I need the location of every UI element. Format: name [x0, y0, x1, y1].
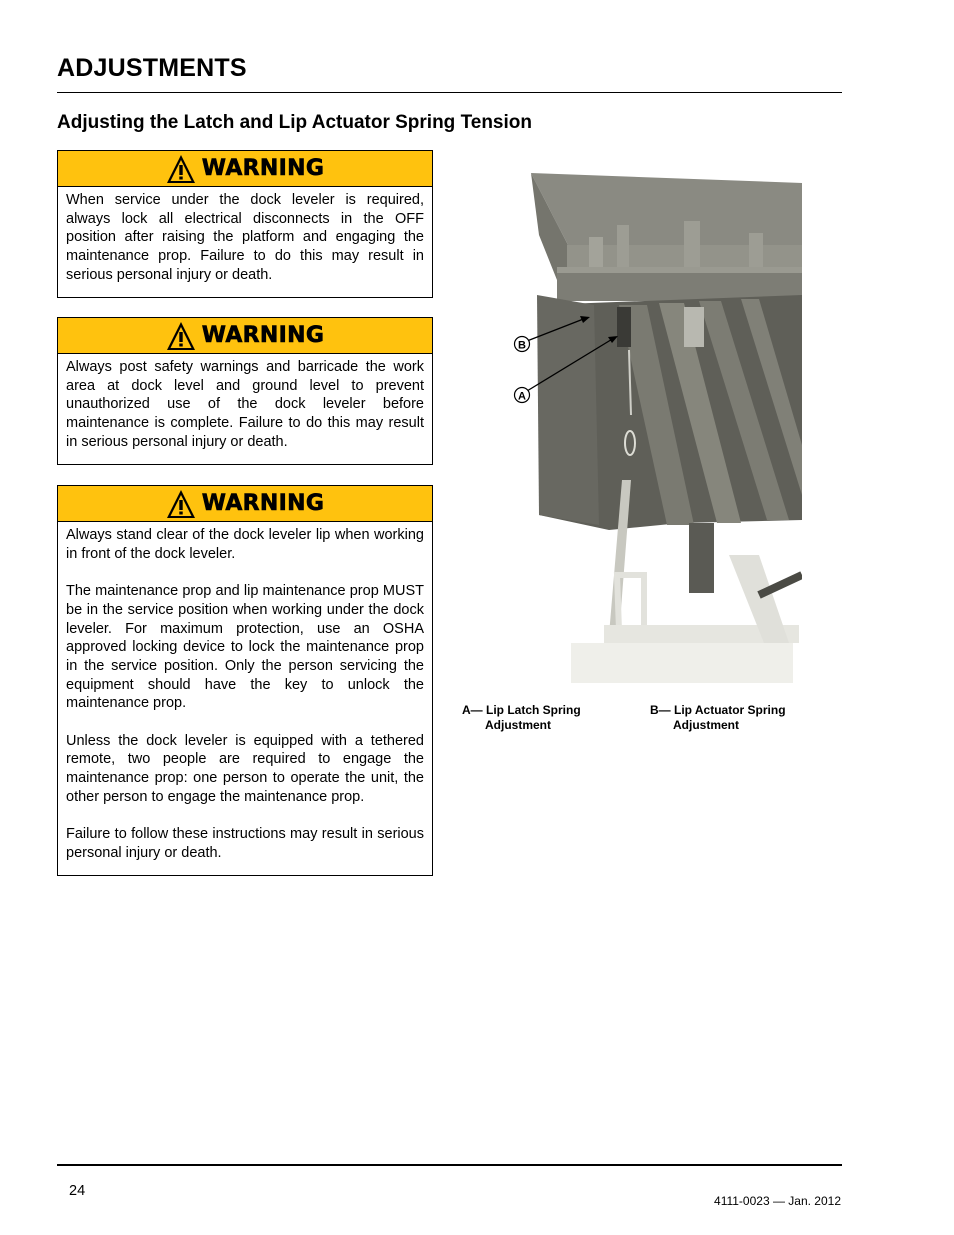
warning-label: WARNING: [201, 323, 325, 348]
warning-body: [58, 354, 432, 464]
spring-assembly: [617, 307, 631, 347]
warning-triangle-icon: [166, 154, 196, 184]
warning-box-3: [57, 485, 433, 876]
warning-triangle-icon: [166, 321, 196, 351]
warning-box-1: [57, 150, 433, 298]
warning-box-2: [57, 317, 433, 465]
warning-body: [58, 187, 432, 297]
warning-text: The maintenance prop and lip maintenance prop MUST be in the service position when working under the dock leveler. For maximum protection, use an OSHA approved locking device to lock the maintenance prop in the service position. Only the person servicing the equipment should have the key to unlock the maintenance prop.: [66, 583, 424, 712]
base-platform: [571, 643, 793, 683]
warning-body: [58, 522, 432, 875]
warning-text: Always stand clear of the dock leveler lip when working in front of the dock leveler.: [66, 527, 424, 562]
callout-b-subtitle: Adjustment: [673, 718, 739, 732]
warning-triangle-icon: [166, 489, 196, 519]
callout-b: [650, 703, 786, 733]
warning-header: [58, 151, 432, 187]
callout-b-title: B— Lip Actuator Spring: [650, 703, 786, 717]
warning-text: Always post safety warnings and barricade the work area at dock level and ground level to prevent unauthorized use of the dock leveler before maintenance is complete. Failure to do this may result in serious personal injury or death.: [66, 359, 424, 450]
warning-header: [58, 486, 432, 522]
warning-text: Failure to follow these instructions may result in serious personal injury or death.: [66, 826, 424, 861]
marker-a-label: A: [518, 390, 526, 403]
warning-text: Unless the dock leveler is equipped with a tethered remote, two people are required to engage the maintenance prop: one person to operate the unit, the other person to engage the maintenance prop.: [66, 732, 424, 805]
warning-header: [58, 318, 432, 354]
warning-text: When service under the dock leveler is required, always lock all electrical disconnects in the OFF position after raising the platform and engaging the maintenance prop. Failure to do this may result in serious personal injury or death.: [66, 192, 424, 283]
footer-rule: [57, 1164, 842, 1166]
callout-a: [462, 703, 581, 733]
marker-b-label: B: [518, 339, 526, 352]
warning-label: WARNING: [201, 156, 325, 181]
warning-label: WARNING: [201, 491, 325, 516]
section-title: Adjusting the Latch and Lip Actuator Spring Tension: [57, 112, 532, 133]
dock-leveler-photo: [459, 155, 802, 695]
document-id: 4111-0023 — Jan. 2012: [714, 1194, 841, 1208]
page-title: ADJUSTMENTS: [57, 54, 247, 82]
callout-a-subtitle: Adjustment: [485, 718, 551, 732]
header-rule: [57, 92, 842, 93]
page-number: 24: [69, 1183, 86, 1199]
callout-a-title: A— Lip Latch Spring: [462, 703, 581, 717]
